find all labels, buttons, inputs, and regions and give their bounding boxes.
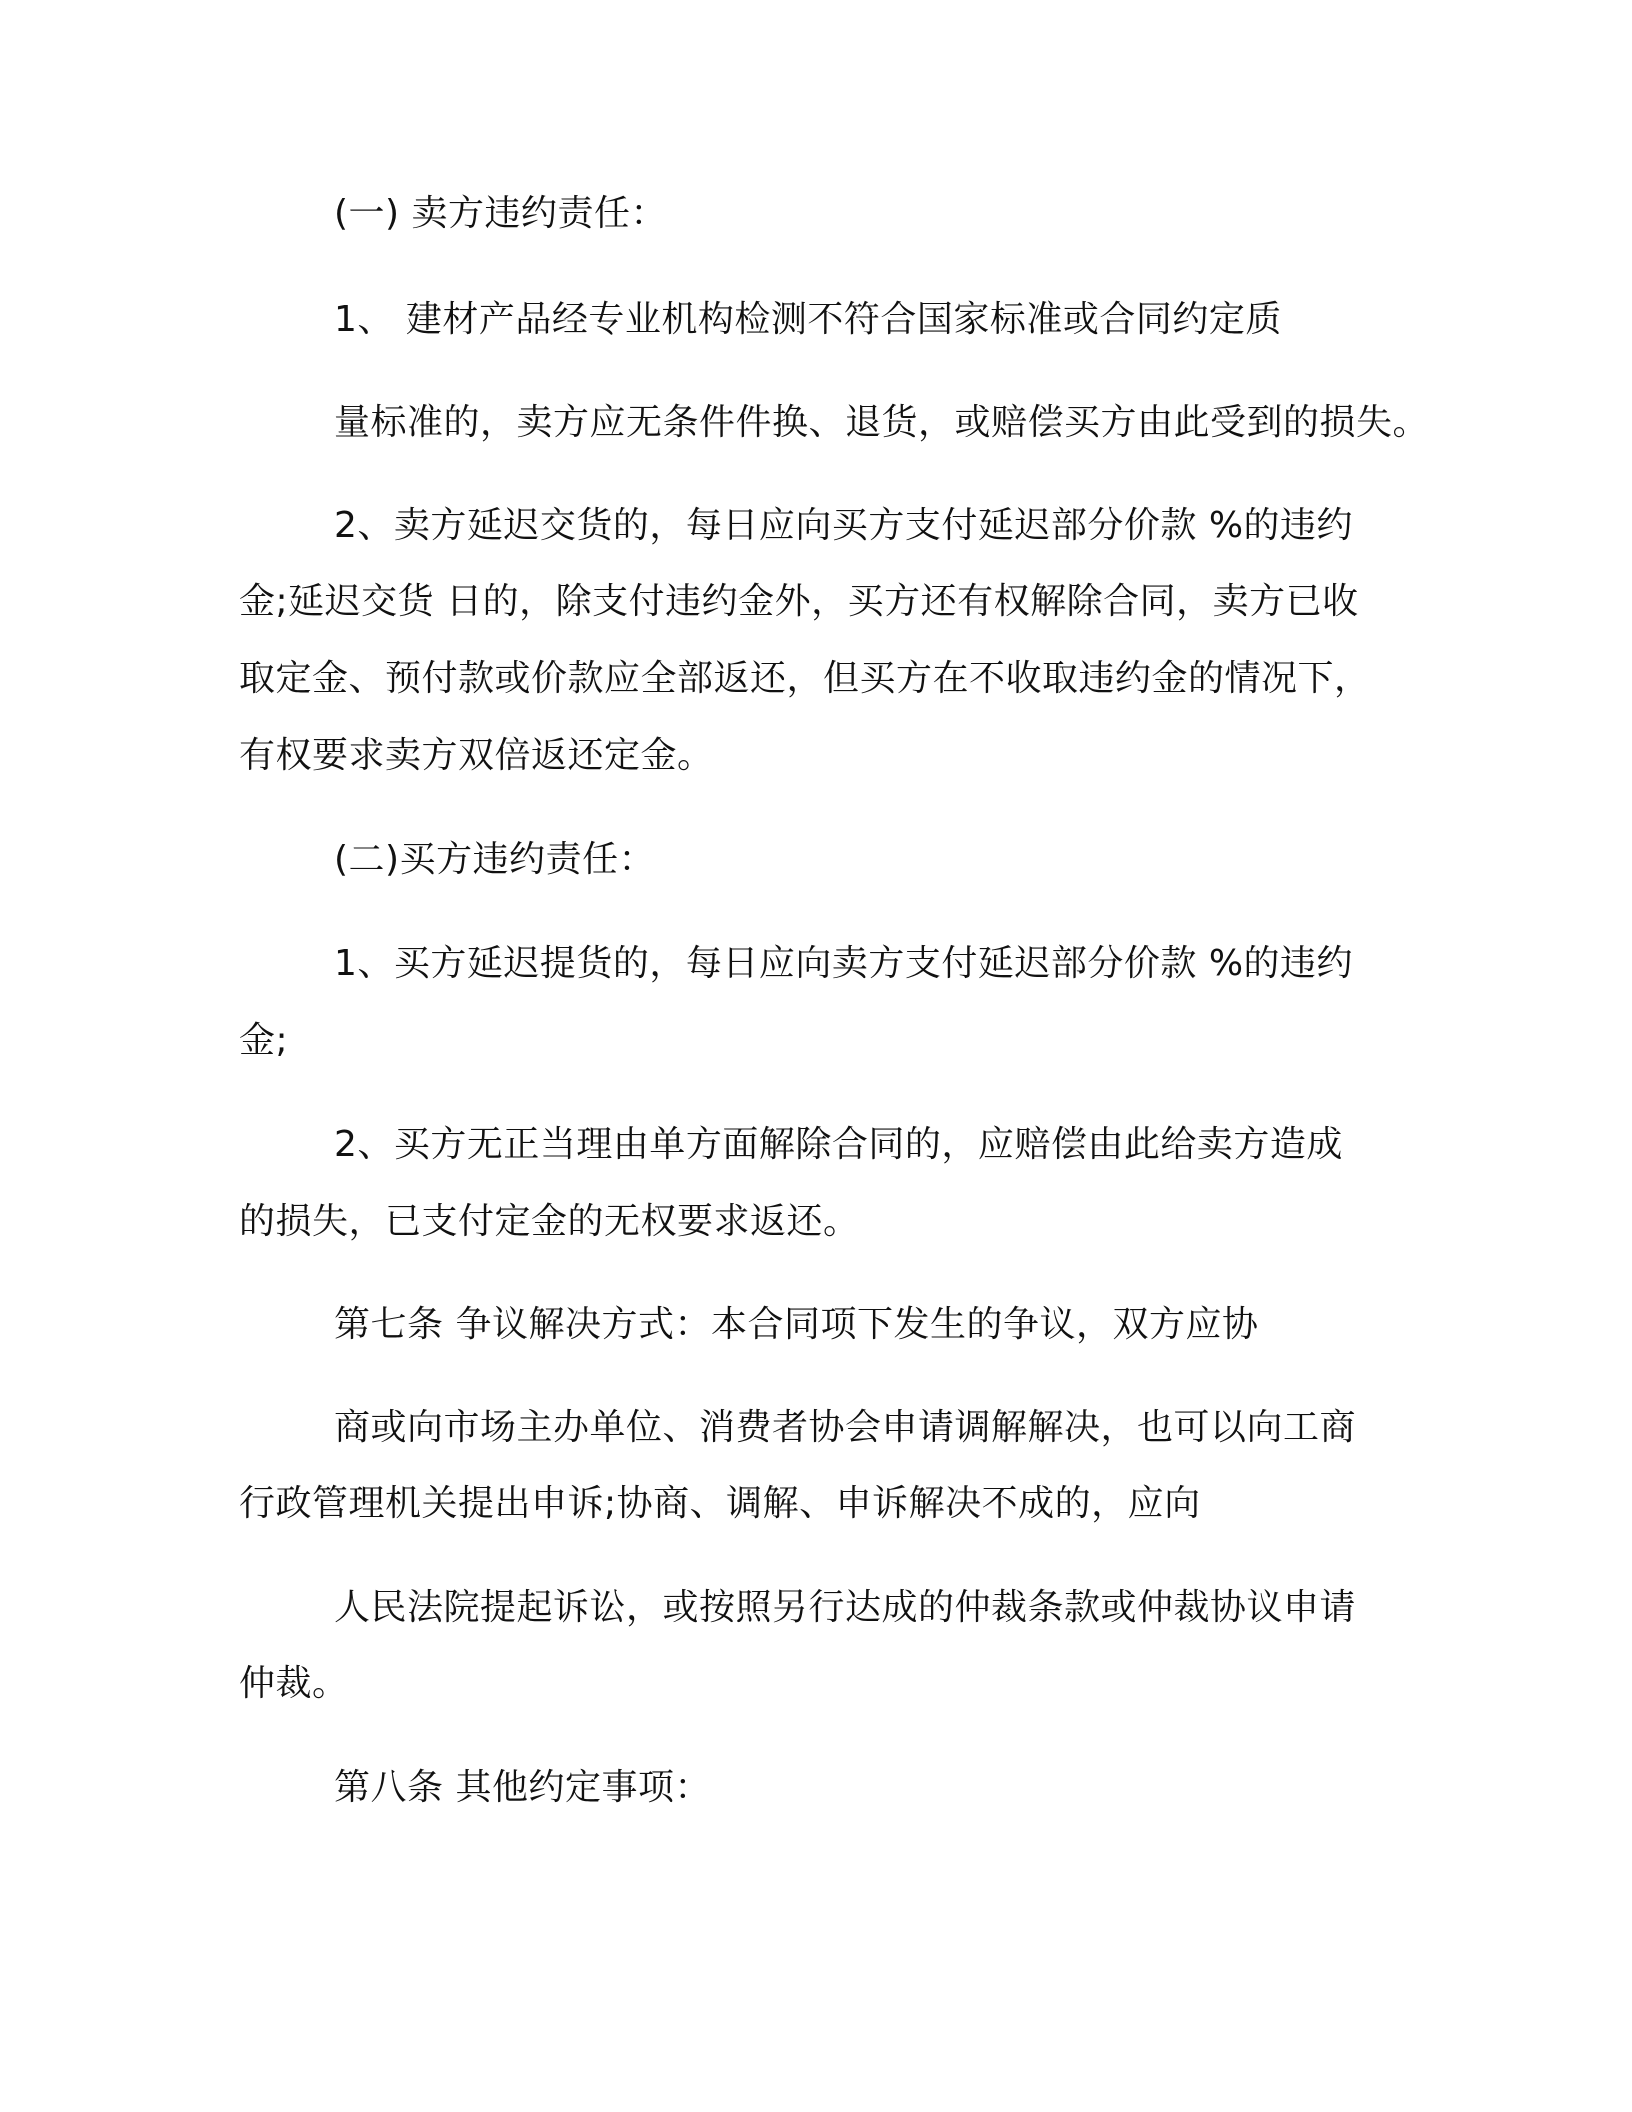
paragraph-line: 2、卖方延迟交货的，每日应向买方支付延迟部分价款 %的违约 — [334, 505, 1354, 546]
paragraph-line: 取定金、预付款或价款应全部返还，但买方在不收取违约金的情况下， — [239, 658, 1371, 699]
paragraph-line: 人民法院提起诉讼，或按照另行达成的仲裁条款或仲裁协议申请 — [334, 1587, 1357, 1628]
section-heading-buyer-liability: (二)买方违约责任： — [334, 839, 656, 880]
article-seven-heading: 第七条 争议解决方式：本合同项下发生的争议，双方应协 — [334, 1304, 1259, 1345]
paragraph-line: 行政管理机关提出申诉;协商、调解、申诉解决不成的，应向 — [239, 1483, 1201, 1524]
paragraph-line: 的损失，已支付定金的无权要求返还。 — [239, 1201, 860, 1242]
paragraph-line: 2、买方无正当理由单方面解除合同的，应赔偿由此给卖方造成 — [334, 1124, 1343, 1165]
paragraph-line: 商或向市场主办单位、消费者协会申请调解解决，也可以向工商 — [334, 1407, 1357, 1448]
paragraph-line: 量标准的，卖方应无条件件换、退货，或赔偿买方由此受到的损失。 — [334, 402, 1430, 443]
paragraph-line: 金;延迟交货 日的，除支付违约金外，买方还有权解除合同，卖方已收 — [239, 581, 1359, 622]
paragraph-line: 1、 建材产品经专业机构检测不符合国家标准或合同约定质 — [334, 299, 1282, 340]
paragraph-line: 仲裁。 — [239, 1663, 349, 1704]
paragraph-line: 金; — [239, 1020, 289, 1061]
paragraph-line: 1、买方延迟提货的，每日应向卖方支付延迟部分价款 %的违约 — [334, 943, 1354, 984]
article-eight-heading: 第八条 其他约定事项： — [334, 1767, 711, 1808]
section-heading-seller-liability: (一) 卖方违约责任： — [334, 193, 668, 234]
paragraph-line: 有权要求卖方双倍返还定金。 — [239, 735, 714, 776]
